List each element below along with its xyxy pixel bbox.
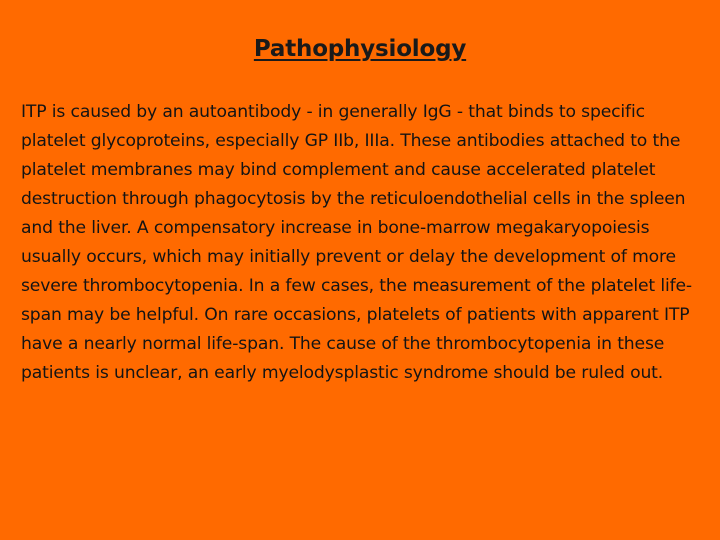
slide-body-text: ITP is caused by an autoantibody - in generally IgG - that binds to specific platelet glycoproteins, especially GP IIb, IIIa. These antibodies attached to the platelet membranes may bind complement and cause accelerated platelet destruction through phagocytosis by the reticuloendothelial cells in the spleen and the liver. A compensatory increase in bone-marrow megakaryopoiesis usually occurs, which may initially prevent or delay the development of more severe thrombocytopenia. In a few cases, the measurement of the platelet life-span may be helpful. On rare occasions, platelets of patients with apparent ITP have a nearly normal life-span. The cause of the thrombocytopenia in these patients is unclear, an early myelodysplastic syndrome should be ruled out.	[21, 102, 692, 383]
slide-title-text: Pathophysiology	[253, 36, 467, 62]
slide-title	[0, 33, 720, 65]
